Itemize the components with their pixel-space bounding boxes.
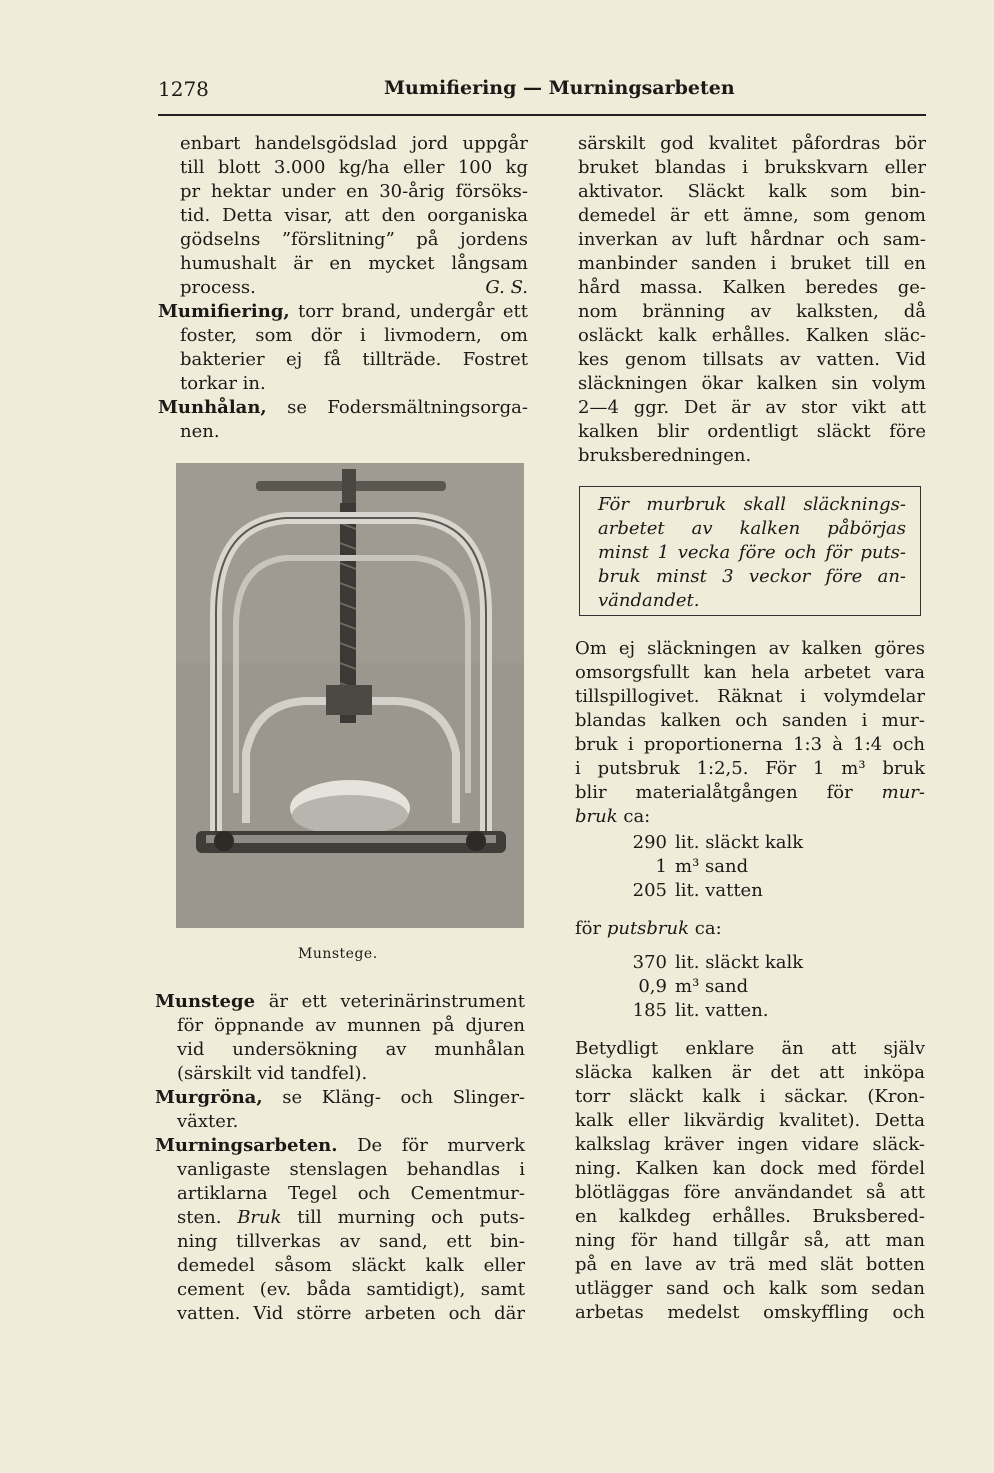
text-line: aktivator. Släckt kalk som bin- [578, 181, 926, 202]
entry-text: är ett veterinärinstrument [255, 991, 525, 1012]
text-line: blötläggas före användandet så att [575, 1182, 925, 1203]
text-line: process. [180, 277, 256, 298]
text-line: ning. Kalken kan dock med fördel [575, 1158, 925, 1179]
text-line: pr hektar under en 30-årig försöks- [180, 181, 528, 202]
text-line: i putsbruk 1:2,5. För 1 m³ bruk [575, 758, 925, 779]
italic-term: putsbruk [606, 918, 690, 939]
page-number: 1278 [158, 77, 209, 101]
text-line [575, 917, 925, 941]
recipe-row [575, 855, 925, 879]
text-line: utlägger sand och kalk som sedan [575, 1278, 925, 1299]
note-line: minst 1 vecka före och för puts- [598, 542, 906, 563]
text-line: nen. [180, 421, 220, 442]
recipe-qty: 185 [632, 1000, 667, 1021]
figure-munstege-photo [176, 463, 524, 928]
text-line: Om ej släckningen av kalken göres [575, 638, 925, 659]
text-line: till blott 3.000 kg/ha eller 100 kg [180, 157, 528, 178]
text-line: inverkan av luft hårdnar och sam- [578, 229, 926, 250]
recipe-putsbruk [575, 951, 925, 1023]
text-line: arbetas medelst omskyffling och [575, 1302, 925, 1323]
entry-first-line [158, 300, 528, 324]
entry-term: Munhålan, [158, 397, 267, 418]
italic-term: mur- [881, 782, 925, 803]
text-line [155, 1206, 525, 1230]
text-line: särskilt god kvalitet påfordras bör [578, 133, 926, 154]
text-line: släcka kalken är det att inköpa [575, 1062, 925, 1083]
text-line: vid undersökning av munhålan [177, 1039, 525, 1060]
note-line: bruk minst 3 veckor före an- [598, 566, 906, 587]
text-line: kalkslag kräver ingen vidare släck- [575, 1134, 925, 1155]
italic-term: Bruk [237, 1207, 282, 1228]
text-line: bruk i proportionerna 1:3 à 1:4 och [575, 734, 925, 755]
text-line: foster, som dör i livmodern, om [180, 325, 528, 346]
text-line: gödselns ”förslitning” på jordens [180, 229, 528, 250]
recipe-item: lit. vatten. [675, 1000, 769, 1021]
figure-caption: Munstege. [298, 946, 378, 962]
text-line: ning tillverkas av sand, ett bin- [177, 1231, 525, 1252]
text-line: vatten. Vid större arbeten och där [177, 1303, 525, 1324]
text-segment: till murning och puts- [281, 1207, 525, 1228]
text-line: nom bränning av kalksten, då [578, 301, 926, 322]
entry-term: Munstege [155, 991, 256, 1012]
right-column-top [578, 132, 926, 468]
recipe-qty: 290 [632, 832, 667, 853]
entry-term: Mumifiering, [158, 301, 290, 322]
note-line: arbetet av kalken påbörjas [598, 518, 906, 539]
entry-text: De för murverk [337, 1135, 525, 1156]
text-segment: sten. [177, 1207, 238, 1228]
recipe-item: lit. släckt kalk [675, 832, 804, 853]
recipe-qty: 1 [655, 856, 667, 877]
text-line: cement (ev. båda samtidigt), samt [177, 1279, 525, 1300]
recipe-item: lit. vatten [675, 880, 763, 901]
text-line: humushalt är en mycket långsam [180, 253, 528, 274]
text-segment: ca: [617, 806, 651, 827]
recipe-row [575, 879, 925, 903]
entry-text: se Fodersmältningsorga- [266, 397, 528, 418]
text-line: växter. [177, 1111, 239, 1132]
italic-term: bruk [575, 806, 618, 827]
entry-first-line [155, 1086, 525, 1110]
entry-term: Murningsarbeten. [155, 1135, 338, 1156]
text-line: vanligaste stenslagen behandlas i [177, 1159, 525, 1180]
note-line: vändandet. [598, 590, 700, 611]
recipe-row [575, 975, 925, 999]
recipe-row [575, 831, 925, 855]
entry-first-line [158, 396, 528, 420]
text-line: en kalkdeg erhålles. Bruksbered- [575, 1206, 925, 1227]
text-line: 2—4 ggr. Det är av stor vikt att [578, 397, 926, 418]
header-rule [158, 114, 926, 116]
recipe-qty: 0,9 [638, 976, 667, 997]
text-line: enbart handelsgödslad jord uppgår [180, 133, 528, 154]
text-line: torr släckt kalk i säckar. (Kron- [575, 1086, 925, 1107]
text-segment: blir materialåtgången för [575, 782, 853, 803]
text-segment: för [575, 918, 607, 939]
running-title: Mumifiering — Murningsarbeten [384, 77, 735, 99]
text-line: Betydligt enklare än att själv [575, 1038, 925, 1059]
text-line: artiklarna Tegel och Cementmur- [177, 1183, 525, 1204]
text-line-last [180, 276, 528, 300]
recipe-murbruk [575, 831, 925, 903]
text-line: tillspillogivet. Räknat i volymdelar [575, 686, 925, 707]
entry-text: se Kläng- och Slinger- [262, 1087, 525, 1108]
right-column-bottom [575, 637, 925, 1325]
text-line [575, 805, 925, 829]
note-line: För murbruk skall släcknings- [598, 494, 906, 515]
left-column-bottom [155, 990, 525, 1326]
text-line: ning för hand tillgår så, att man [575, 1230, 925, 1251]
text-line: demedel såsom släckt kalk eller [177, 1255, 525, 1276]
text-line: torkar in. [180, 373, 266, 394]
text-line: demedel är ett ämne, som genom [578, 205, 926, 226]
mouth-gag-illustration [176, 463, 524, 928]
recipe-qty: 205 [632, 880, 667, 901]
text-line: för öppnande av munnen på djuren [177, 1015, 525, 1036]
recipe-row [575, 999, 925, 1023]
running-header [158, 77, 924, 107]
text-line: släckningen ökar kalken sin volym [578, 373, 926, 394]
text-line [575, 781, 925, 805]
entry-term: Murgröna, [155, 1087, 263, 1108]
text-line: (särskilt vid tandfel). [177, 1063, 368, 1084]
text-line: omsorgsfullt kan hela arbetet vara [575, 662, 925, 683]
left-column-top [158, 132, 528, 444]
text-line: tid. Detta visar, att den oorganiska [180, 205, 528, 226]
text-line: bruket blandas i brukskvarn eller [578, 157, 926, 178]
entry-text: torr brand, undergår ett [289, 301, 528, 322]
text-line: kalk eller likvärdig kvalitet). Detta [575, 1110, 925, 1131]
text-line: kes genom tillsats av vatten. Vid [578, 349, 926, 370]
note-box [579, 486, 921, 616]
recipe-row [575, 951, 925, 975]
text-line: bakterier ej få tillträde. Fostret [180, 349, 528, 370]
recipe-item: m³ sand [675, 856, 749, 877]
author-signature: G. S. [485, 277, 528, 298]
recipe-item: m³ sand [675, 976, 749, 997]
text-line: osläckt kalk erhålles. Kalken släc- [578, 325, 926, 346]
entry-first-line [155, 990, 525, 1014]
text-line: manbinder sanden i bruket till en [578, 253, 926, 274]
recipe-item: lit. släckt kalk [675, 952, 804, 973]
text-segment: ca: [689, 918, 722, 939]
text-line: kalken blir ordentligt släckt före [578, 421, 926, 442]
entry-first-line [155, 1134, 525, 1158]
text-line: på en lave av trä med slät botten [575, 1254, 925, 1275]
text-line: hård massa. Kalken beredes ge- [578, 277, 926, 298]
text-line: blandas kalken och sanden i mur- [575, 710, 925, 731]
recipe-qty: 370 [632, 952, 667, 973]
text-line: bruksberedningen. [578, 445, 752, 466]
